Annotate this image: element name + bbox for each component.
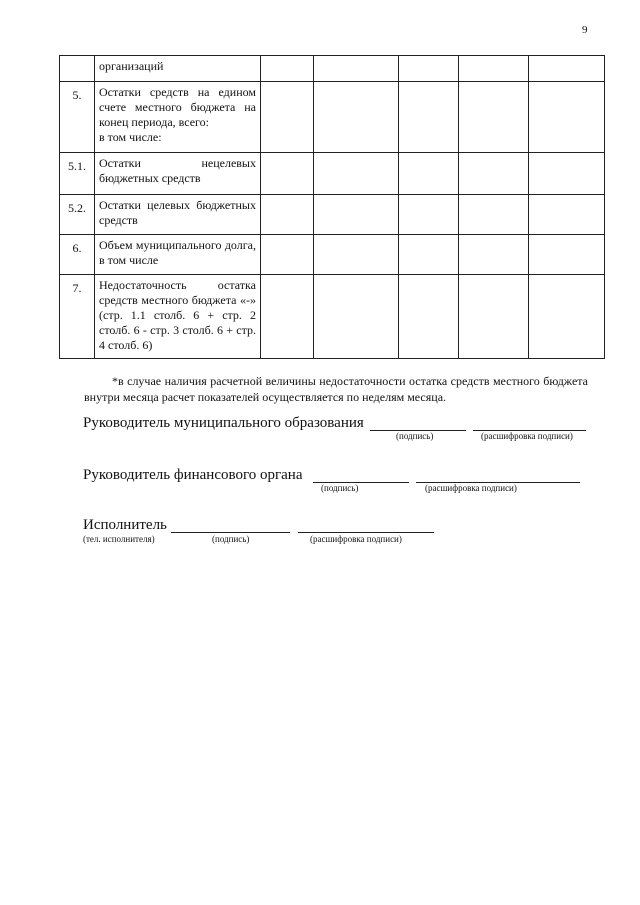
table-cell: [399, 275, 459, 359]
caption-signature: (подпись): [396, 431, 434, 441]
caption-signature: (подпись): [212, 534, 250, 544]
signature-label-head-municipal: Руководитель муниципального образования: [83, 415, 364, 431]
table-cell: [261, 153, 314, 195]
row-number: 5.2.: [60, 195, 95, 235]
footnote: *в случае наличия расчетной величины недостаточности остатка средств местного бюджета внутри месяца расчет показателей осуществляется по неделям месяца.: [84, 374, 588, 404]
table-row: [60, 82, 605, 153]
table-cell: [459, 235, 529, 275]
caption-decoding: (расшифровка подписи): [310, 534, 402, 544]
row-number: 5.: [60, 82, 95, 153]
table-cell: [261, 82, 314, 153]
table-row: [60, 275, 605, 359]
table-row: [60, 235, 605, 275]
table-cell: [399, 153, 459, 195]
row-label-sub: в том числе:: [99, 130, 162, 144]
table-cell: [399, 235, 459, 275]
caption-decoding: (расшифровка подписи): [425, 483, 517, 493]
report-table: [59, 55, 605, 359]
table-row: [60, 195, 605, 235]
table-cell: [314, 56, 399, 82]
caption-signature: (подпись): [321, 483, 359, 493]
row-label: Остатки нецелевых бюджетных средств: [95, 153, 261, 195]
row-label: Остатки целевых бюджетных средств: [95, 195, 261, 235]
row-label: Недостаточность остатка средств местного бюджета «-» (стр. 1.1 столб. 6 + стр. 2 столб. 6 - стр. 3 столб. 6 + стр. 4 столб. 6): [95, 275, 261, 359]
table-cell: [261, 195, 314, 235]
table-row: [60, 56, 605, 82]
signature-line: [171, 532, 290, 533]
table-row: [60, 153, 605, 195]
table-cell: [399, 195, 459, 235]
table-cell: [459, 195, 529, 235]
row-label: организаций: [95, 56, 261, 82]
table-cell: [529, 82, 605, 153]
table-cell: [459, 82, 529, 153]
table-cell: [399, 56, 459, 82]
table-cell: [314, 82, 399, 153]
table-cell: [529, 235, 605, 275]
table-cell: [261, 275, 314, 359]
table-cell: [459, 275, 529, 359]
table-cell: [314, 195, 399, 235]
table-cell: [314, 235, 399, 275]
table-cell: [314, 153, 399, 195]
table-cell: [529, 153, 605, 195]
page-number: 9: [582, 24, 588, 36]
table-cell: [529, 275, 605, 359]
signature-label-head-finance: Руководитель финансового органа: [83, 467, 303, 483]
table-cell: [314, 275, 399, 359]
row-number: 6.: [60, 235, 95, 275]
table-cell: [529, 56, 605, 82]
caption-phone: (тел. исполнителя): [83, 534, 155, 544]
signature-label-executor: Исполнитель: [83, 517, 167, 533]
row-label: Остатки средств на едином счете местного бюджета на конец периода, всего:: [99, 85, 256, 129]
table-cell: [261, 235, 314, 275]
caption-decoding: (расшифровка подписи): [481, 431, 573, 441]
row-number: 5.1.: [60, 153, 95, 195]
row-number: 7.: [60, 275, 95, 359]
table-cell: [459, 153, 529, 195]
row-label-cell: [95, 82, 261, 153]
row-label: Объем муниципального долга, в том числе: [95, 235, 261, 275]
table-cell: [459, 56, 529, 82]
decoding-line: [298, 532, 434, 533]
table-cell: [399, 82, 459, 153]
row-number: [60, 56, 95, 82]
table-cell: [529, 195, 605, 235]
table-cell: [261, 56, 314, 82]
